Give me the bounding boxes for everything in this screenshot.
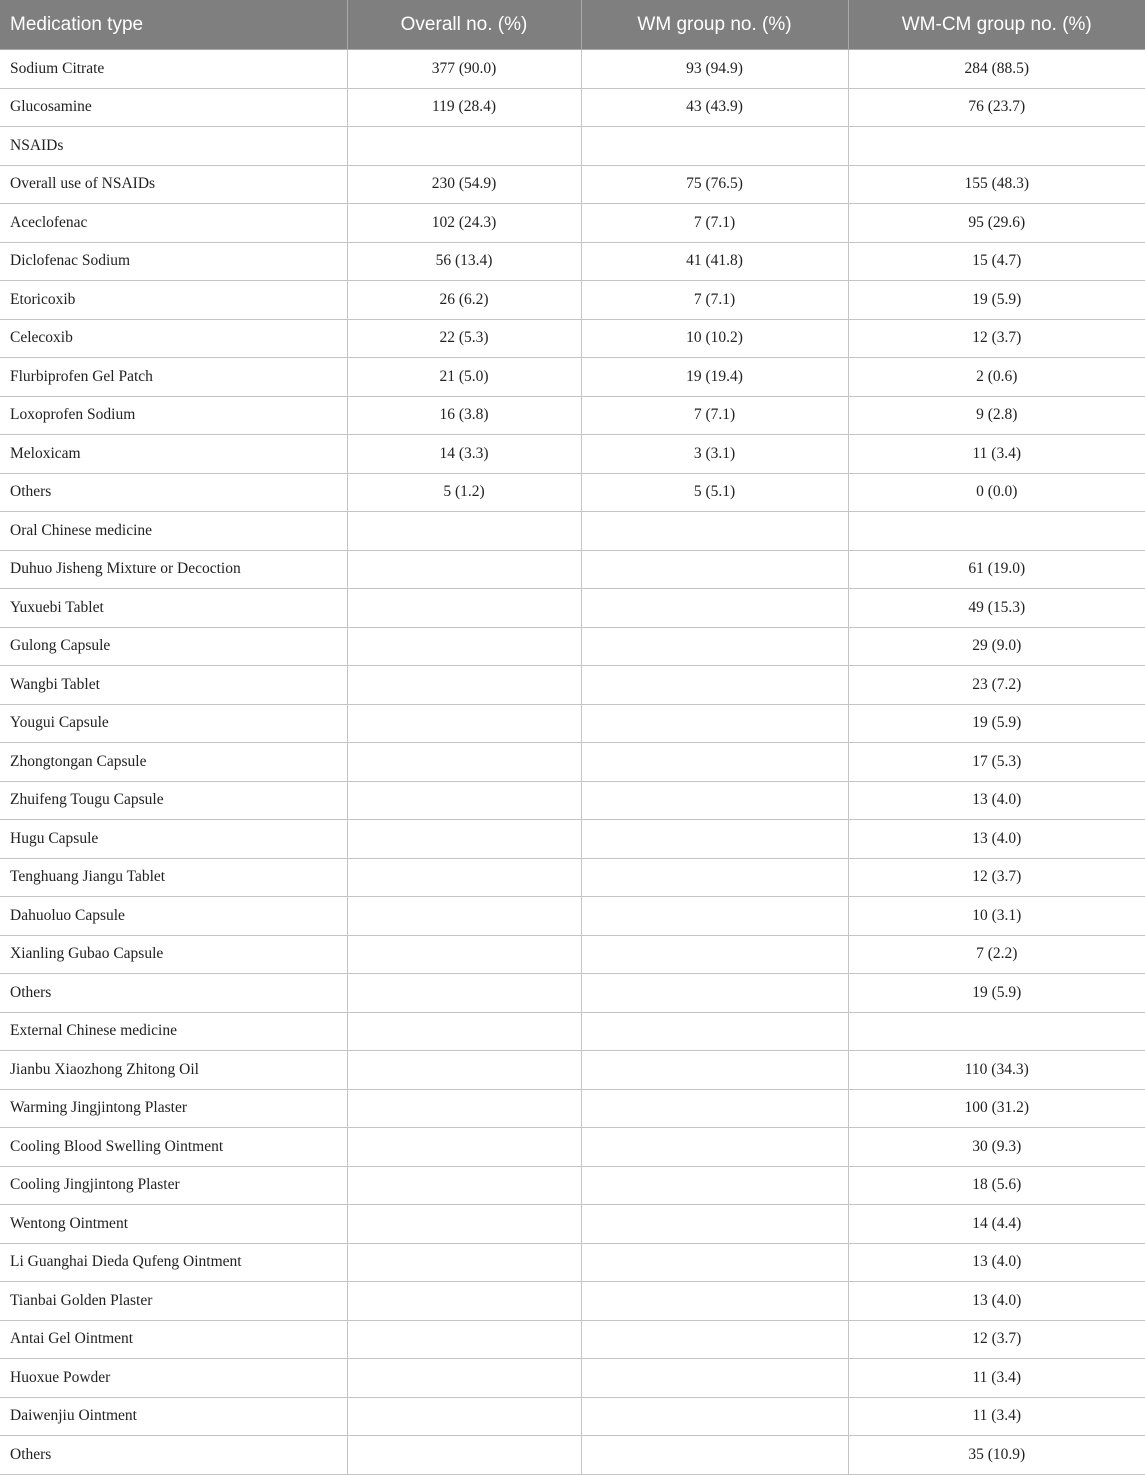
cell-wm-group: 3 (3.1) — [581, 435, 848, 474]
cell-medication-name: Wangbi Tablet — [0, 666, 347, 705]
table-row — [0, 743, 1145, 782]
cell-wm-cm-group: 11 (3.4) — [848, 435, 1145, 474]
cell-medication-name: Zhongtongan Capsule — [0, 743, 347, 782]
table-row — [0, 1397, 1145, 1436]
cell-wm-group — [581, 974, 848, 1013]
cell-overall — [347, 897, 581, 936]
cell-wm-group — [581, 704, 848, 743]
cell-wm-cm-group: 13 (4.0) — [848, 781, 1145, 820]
table-row — [0, 1205, 1145, 1244]
cell-medication-name: Li Guanghai Dieda Qufeng Ointment — [0, 1243, 347, 1282]
table-row — [0, 319, 1145, 358]
cell-overall — [347, 974, 581, 1013]
cell-overall — [347, 1051, 581, 1090]
cell-wm-group — [581, 1282, 848, 1321]
cell-wm-group — [581, 1089, 848, 1128]
cell-wm-cm-group: 11 (3.4) — [848, 1359, 1145, 1398]
cell-wm-group — [581, 1205, 848, 1244]
cell-overall — [347, 1359, 581, 1398]
cell-medication-name: Others — [0, 1436, 347, 1475]
cell-medication-name: Overall use of NSAIDs — [0, 165, 347, 204]
cell-wm-group — [581, 1051, 848, 1090]
table-row — [0, 396, 1145, 435]
cell-medication-name: Meloxicam — [0, 435, 347, 474]
cell-overall — [347, 935, 581, 974]
cell-wm-cm-group: 17 (5.3) — [848, 743, 1145, 782]
cell-medication-name: Hugu Capsule — [0, 820, 347, 859]
cell-wm-cm-group: 155 (48.3) — [848, 165, 1145, 204]
cell-wm-cm-group: 12 (3.7) — [848, 319, 1145, 358]
cell-wm-cm-group: 284 (88.5) — [848, 50, 1145, 89]
cell-wm-cm-group: 30 (9.3) — [848, 1128, 1145, 1167]
cell-overall — [347, 1089, 581, 1128]
cell-wm-cm-group — [848, 512, 1145, 551]
table-row — [0, 1320, 1145, 1359]
col-header-wm-group: WM group no. (%) — [581, 0, 848, 50]
cell-wm-group — [581, 935, 848, 974]
cell-medication-name: Cooling Blood Swelling Ointment — [0, 1128, 347, 1167]
table-row — [0, 242, 1145, 281]
cell-wm-cm-group: 12 (3.7) — [848, 1320, 1145, 1359]
cell-medication-name: Oral Chinese medicine — [0, 512, 347, 551]
table-row — [0, 1051, 1145, 1090]
cell-overall: 377 (90.0) — [347, 50, 581, 89]
cell-wm-cm-group: 61 (19.0) — [848, 550, 1145, 589]
cell-wm-cm-group: 11 (3.4) — [848, 1397, 1145, 1436]
cell-medication-name: Flurbiprofen Gel Patch — [0, 358, 347, 397]
table-row — [0, 512, 1145, 551]
cell-wm-group — [581, 1436, 848, 1475]
cell-wm-group: 75 (76.5) — [581, 165, 848, 204]
cell-overall — [347, 127, 581, 166]
table-header — [0, 0, 1145, 50]
cell-overall — [347, 1320, 581, 1359]
cell-wm-group: 7 (7.1) — [581, 281, 848, 320]
cell-wm-cm-group: 0 (0.0) — [848, 473, 1145, 512]
table-row — [0, 666, 1145, 705]
cell-medication-name: Aceclofenac — [0, 204, 347, 243]
cell-overall: 5 (1.2) — [347, 473, 581, 512]
col-header-medication-type: Medication type — [0, 0, 347, 50]
cell-wm-cm-group: 12 (3.7) — [848, 858, 1145, 897]
table-row — [0, 435, 1145, 474]
table-row — [0, 204, 1145, 243]
cell-medication-name: Wentong Ointment — [0, 1205, 347, 1244]
table-row — [0, 50, 1145, 89]
cell-wm-cm-group: 110 (34.3) — [848, 1051, 1145, 1090]
cell-wm-group: 10 (10.2) — [581, 319, 848, 358]
cell-wm-group — [581, 1359, 848, 1398]
cell-wm-group — [581, 127, 848, 166]
cell-medication-name: Warming Jingjintong Plaster — [0, 1089, 347, 1128]
table-row — [0, 1436, 1145, 1475]
cell-medication-name: Daiwenjiu Ointment — [0, 1397, 347, 1436]
cell-medication-name: Yuxuebi Tablet — [0, 589, 347, 628]
cell-wm-cm-group: 76 (23.7) — [848, 88, 1145, 127]
table-row — [0, 897, 1145, 936]
cell-wm-group: 41 (41.8) — [581, 242, 848, 281]
cell-overall — [347, 704, 581, 743]
cell-medication-name: Tianbai Golden Plaster — [0, 1282, 347, 1321]
cell-overall — [347, 589, 581, 628]
cell-overall: 56 (13.4) — [347, 242, 581, 281]
cell-wm-group — [581, 666, 848, 705]
cell-wm-group: 43 (43.9) — [581, 88, 848, 127]
cell-overall — [347, 743, 581, 782]
cell-wm-group — [581, 820, 848, 859]
table-row — [0, 1282, 1145, 1321]
table-row — [0, 858, 1145, 897]
cell-overall — [347, 781, 581, 820]
cell-overall — [347, 858, 581, 897]
cell-medication-name: Xianling Gubao Capsule — [0, 935, 347, 974]
table-row — [0, 781, 1145, 820]
cell-medication-name: Tenghuang Jiangu Tablet — [0, 858, 347, 897]
cell-wm-cm-group: 19 (5.9) — [848, 704, 1145, 743]
cell-overall — [347, 1128, 581, 1167]
cell-medication-name: Duhuo Jisheng Mixture or Decoction — [0, 550, 347, 589]
cell-wm-cm-group: 35 (10.9) — [848, 1436, 1145, 1475]
cell-wm-group — [581, 743, 848, 782]
cell-wm-group — [581, 1320, 848, 1359]
cell-medication-name: Diclofenac Sodium — [0, 242, 347, 281]
cell-wm-cm-group: 23 (7.2) — [848, 666, 1145, 705]
cell-medication-name: Jianbu Xiaozhong Zhitong Oil — [0, 1051, 347, 1090]
cell-medication-name: Cooling Jingjintong Plaster — [0, 1166, 347, 1205]
cell-medication-name: Gulong Capsule — [0, 627, 347, 666]
cell-wm-cm-group — [848, 127, 1145, 166]
table-row — [0, 550, 1145, 589]
cell-wm-cm-group: 19 (5.9) — [848, 974, 1145, 1013]
cell-overall — [347, 550, 581, 589]
table-row — [0, 627, 1145, 666]
cell-wm-cm-group: 13 (4.0) — [848, 1243, 1145, 1282]
table-row — [0, 358, 1145, 397]
cell-wm-group: 93 (94.9) — [581, 50, 848, 89]
cell-wm-group: 5 (5.1) — [581, 473, 848, 512]
cell-wm-cm-group: 13 (4.0) — [848, 820, 1145, 859]
cell-overall — [347, 627, 581, 666]
cell-wm-cm-group: 95 (29.6) — [848, 204, 1145, 243]
cell-medication-name: Huoxue Powder — [0, 1359, 347, 1398]
cell-overall: 119 (28.4) — [347, 88, 581, 127]
cell-medication-name: Zhuifeng Tougu Capsule — [0, 781, 347, 820]
table-row — [0, 1012, 1145, 1051]
cell-overall: 26 (6.2) — [347, 281, 581, 320]
table-row — [0, 935, 1145, 974]
table-row — [0, 165, 1145, 204]
table-row — [0, 589, 1145, 628]
cell-overall — [347, 666, 581, 705]
cell-wm-group: 7 (7.1) — [581, 396, 848, 435]
cell-overall — [347, 1397, 581, 1436]
cell-wm-group — [581, 1012, 848, 1051]
cell-overall: 22 (5.3) — [347, 319, 581, 358]
cell-wm-group — [581, 781, 848, 820]
table-row — [0, 1359, 1145, 1398]
table-row — [0, 704, 1145, 743]
cell-wm-cm-group: 19 (5.9) — [848, 281, 1145, 320]
cell-wm-group — [581, 897, 848, 936]
cell-overall: 102 (24.3) — [347, 204, 581, 243]
cell-medication-name: External Chinese medicine — [0, 1012, 347, 1051]
cell-wm-group — [581, 589, 848, 628]
cell-medication-name: Others — [0, 974, 347, 1013]
cell-medication-name: Etoricoxib — [0, 281, 347, 320]
cell-overall — [347, 1243, 581, 1282]
cell-wm-group: 7 (7.1) — [581, 204, 848, 243]
cell-medication-name: Antai Gel Ointment — [0, 1320, 347, 1359]
table-row — [0, 1089, 1145, 1128]
cell-overall: 14 (3.3) — [347, 435, 581, 474]
header-row — [0, 0, 1145, 50]
cell-wm-cm-group: 7 (2.2) — [848, 935, 1145, 974]
cell-medication-name: Glucosamine — [0, 88, 347, 127]
cell-wm-cm-group: 13 (4.0) — [848, 1282, 1145, 1321]
cell-wm-cm-group: 29 (9.0) — [848, 627, 1145, 666]
cell-wm-group — [581, 858, 848, 897]
table-row — [0, 1128, 1145, 1167]
cell-wm-cm-group: 49 (15.3) — [848, 589, 1145, 628]
cell-medication-name: Others — [0, 473, 347, 512]
cell-medication-name: NSAIDs — [0, 127, 347, 166]
col-header-overall: Overall no. (%) — [347, 0, 581, 50]
cell-medication-name: Sodium Citrate — [0, 50, 347, 89]
cell-medication-name: Dahuoluo Capsule — [0, 897, 347, 936]
cell-wm-group: 19 (19.4) — [581, 358, 848, 397]
cell-wm-group — [581, 1166, 848, 1205]
cell-overall — [347, 1012, 581, 1051]
cell-wm-cm-group: 14 (4.4) — [848, 1205, 1145, 1244]
table-row — [0, 1243, 1145, 1282]
cell-wm-cm-group: 2 (0.6) — [848, 358, 1145, 397]
cell-wm-cm-group — [848, 1012, 1145, 1051]
cell-overall: 16 (3.8) — [347, 396, 581, 435]
cell-wm-group — [581, 512, 848, 551]
cell-wm-cm-group: 18 (5.6) — [848, 1166, 1145, 1205]
cell-overall — [347, 820, 581, 859]
table-row — [0, 1166, 1145, 1205]
cell-wm-cm-group: 10 (3.1) — [848, 897, 1145, 936]
table-body — [0, 50, 1145, 1475]
cell-overall — [347, 1436, 581, 1475]
cell-wm-group — [581, 627, 848, 666]
cell-overall: 21 (5.0) — [347, 358, 581, 397]
cell-medication-name: Yougui Capsule — [0, 704, 347, 743]
table-row — [0, 820, 1145, 859]
cell-overall — [347, 1205, 581, 1244]
cell-wm-group — [581, 1397, 848, 1436]
cell-wm-group — [581, 1243, 848, 1282]
cell-overall — [347, 1166, 581, 1205]
cell-overall — [347, 512, 581, 551]
cell-wm-cm-group: 15 (4.7) — [848, 242, 1145, 281]
table-row — [0, 281, 1145, 320]
table-row — [0, 974, 1145, 1013]
table-row — [0, 88, 1145, 127]
cell-wm-cm-group: 100 (31.2) — [848, 1089, 1145, 1128]
cell-wm-group — [581, 1128, 848, 1167]
col-header-wm-cm-group: WM-CM group no. (%) — [848, 0, 1145, 50]
cell-wm-group — [581, 550, 848, 589]
cell-wm-cm-group: 9 (2.8) — [848, 396, 1145, 435]
cell-overall — [347, 1282, 581, 1321]
table-row — [0, 473, 1145, 512]
cell-medication-name: Celecoxib — [0, 319, 347, 358]
cell-medication-name: Loxoprofen Sodium — [0, 396, 347, 435]
cell-overall: 230 (54.9) — [347, 165, 581, 204]
table-row — [0, 127, 1145, 166]
